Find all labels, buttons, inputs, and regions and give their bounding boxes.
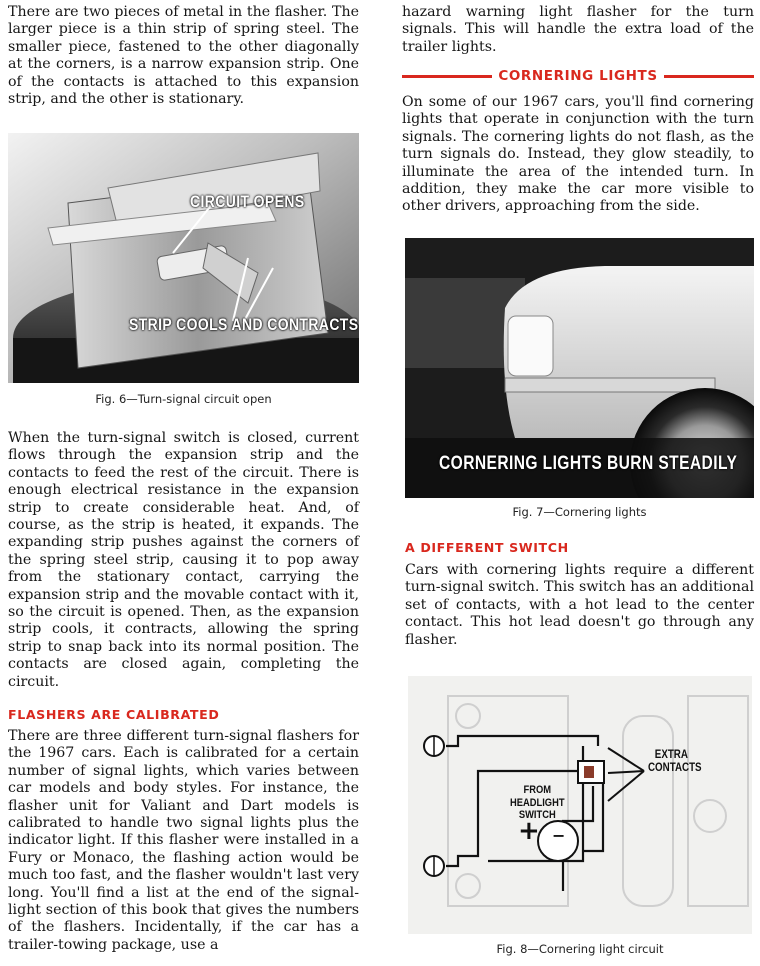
faded-background-circuit [448, 696, 748, 906]
label-from-3: SWITCH [518, 809, 556, 821]
figure-8-caption: Fig. 8—Cornering light circuit [496, 942, 664, 956]
paragraph-three-flashers: There are three different turn-signal flashers for the 1967 cars. Each is calibrated for a certain number of signal lights, which varies between car models and body styles. For instance, the flasher unit for Valiant and Dart models is calibrated to handle two signal lights plus the indicator light. If this flasher were installed in a Fury or Monaco, the flashing action would be much too fast, and the flasher wouldn't last very long. You'll find a list at the end of the signal-light section of this book that gives the numbers of the flashers. Incidentally, if the car has a trailer-towing package, use a [8, 728, 359, 953]
figure-8-diagram [408, 676, 752, 934]
paragraph-cornering-lights: On some of our 1967 cars, you'll find cornering lights that operate in conjunction with the turn signals. The cornering lights do not flash, as the turn signals do. Instead, they glow steadily, to illuminate the area of the intended turn. In addition, they make the car more visible to other drivers, approaching from the side. [402, 94, 754, 215]
bulb-bottom-icon [424, 856, 444, 876]
label-extra-contacts [648, 749, 702, 775]
label-from-1: FROM [523, 784, 552, 796]
arrows-to-contacts [608, 748, 644, 801]
paragraph-different-switch: Cars with cornering lights require a different turn-signal switch. This switch has an additional set of contacts, with a hot lead to the center contact. This hot lead doesn't go through any flasher. [405, 562, 754, 648]
figure-7-photo [405, 238, 754, 498]
figure-7-caption: Fig. 7—Cornering lights [512, 505, 647, 519]
heading-rule-left [402, 75, 492, 78]
heading-cornering-lights-text: CORNERING LIGHTS [498, 68, 658, 84]
label-strip-cools: STRIP COOLS AND CONTRACTS [129, 315, 359, 334]
label-extra-2: CONTACTS [648, 762, 702, 774]
bulb-top-icon [424, 736, 444, 756]
paragraph-hazard-flasher: hazard warning light flasher for the turn signals. This will handle the extra load of the trailer lights. [402, 4, 754, 55]
figure-6-photo [8, 133, 359, 383]
extra-contact [584, 766, 594, 778]
paragraph-flasher-pieces: There are two pieces of metal in the flasher. The larger piece is a thin strip of spring steel. The smaller piece, fastened to the other diagonally at the corners, is a narrow expansion strip. One of the contacts is attached to this expansion strip, and the other is stationary. [8, 4, 359, 108]
heading-different-switch: A DIFFERENT SWITCH [405, 540, 569, 555]
figure-6-caption: Fig. 6—Turn-signal circuit open [95, 392, 272, 406]
heading-rule-right [664, 75, 754, 78]
flasher-photo-illustration [8, 133, 359, 383]
plus-symbol: + [518, 816, 540, 846]
label-cornering-lights-burn: CORNERING LIGHTS BURN STEADILY [439, 453, 738, 474]
paragraph-switch-closed: When the turn-signal switch is closed, current flows through the expansion strip and the contacts to feed the rest of the circuit. There is enough electrical resistance in the expansion strip to create considerable heat. And, of course, as the strip is heated, it expands. The expanding strip pushes against the corners of the spring steel strip, causing it to pop away from the stationary contact, carrying the expansion strip and the movable contact with it, so the circuit is opened. Then, as the expansion strip cools, it contracts, allowing the spring strip to snap back into its normal position. The contacts are closed again, completing the circuit. [8, 430, 359, 690]
heading-cornering-lights [402, 68, 754, 84]
label-extra-1: EXTRA [654, 749, 688, 761]
label-circuit-opens: CIRCUIT OPENS [190, 192, 305, 211]
heading-flashers-calibrated: FLASHERS ARE CALIBRATED [8, 707, 220, 722]
cornering-circuit-diagram [408, 676, 752, 934]
minus-symbol: − [552, 826, 566, 845]
label-from-2: HEADLIGHT [510, 796, 565, 809]
